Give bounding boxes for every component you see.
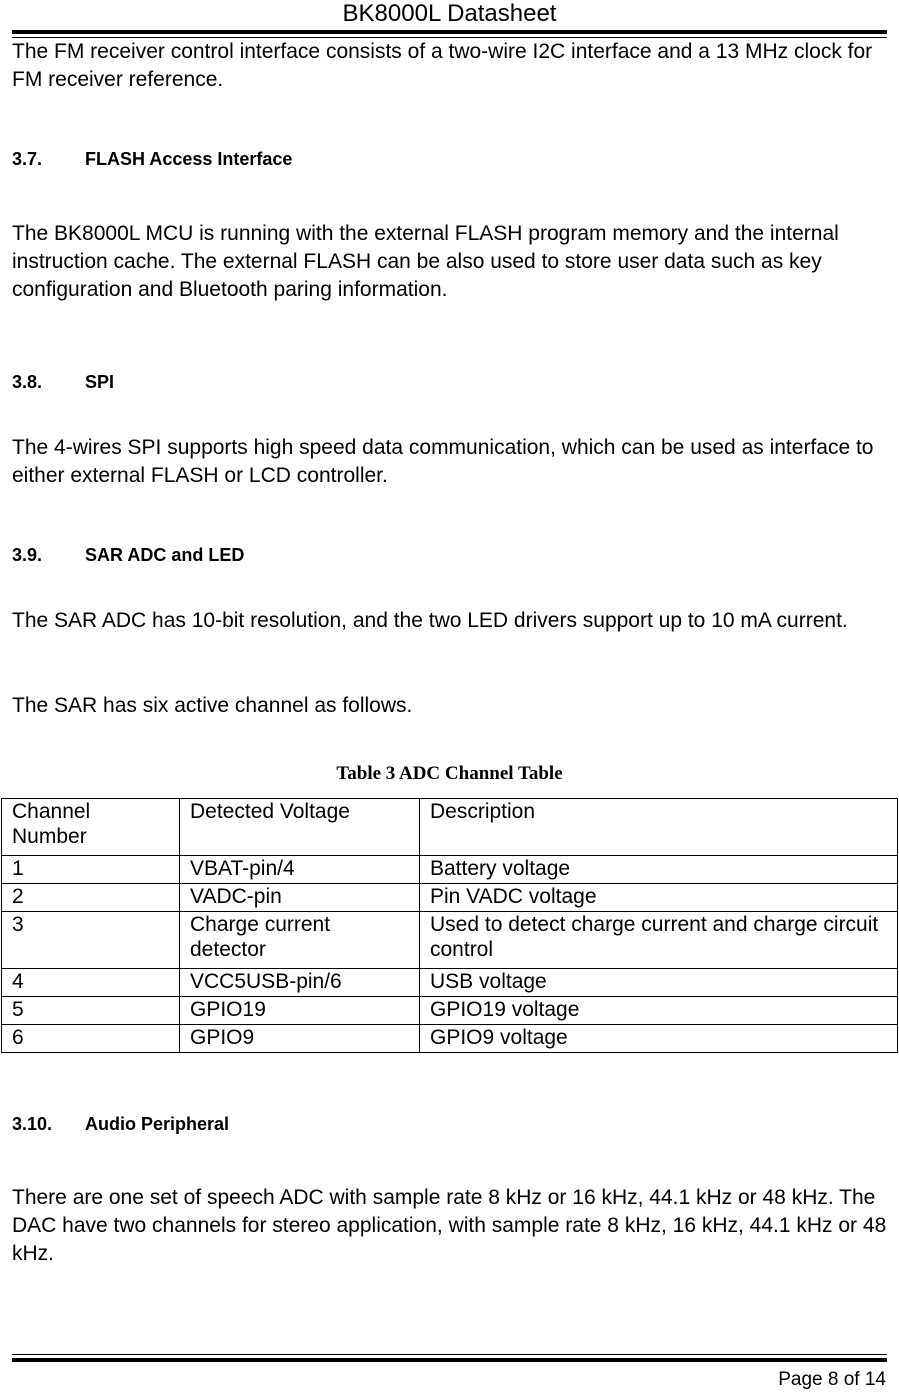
table-cell: GPIO9 voltage xyxy=(420,1025,898,1053)
section-number: 3.7. xyxy=(12,149,43,169)
table-row xyxy=(2,912,898,969)
section-heading-3-10 xyxy=(12,1113,229,1135)
table-row xyxy=(2,997,898,1025)
table-cell: VADC-pin xyxy=(180,884,420,912)
table-header-cell: Description xyxy=(420,799,898,856)
sar-paragraph: The SAR ADC has 10-bit resolution, and the two LED drivers support up to 10 mA current. xyxy=(12,609,848,632)
footer-rule-thin xyxy=(12,1354,887,1355)
spi-paragraph: The 4-wires SPI supports high speed data communication, which can be used as interface to either external FLASH or LCD controller. xyxy=(12,436,874,487)
table-cell: Battery voltage xyxy=(420,856,898,884)
table-cell: 4 xyxy=(2,969,180,997)
table-cell: GPIO19 xyxy=(180,997,420,1025)
table-cell: GPIO19 voltage xyxy=(420,997,898,1025)
table-cell: GPIO9 xyxy=(180,1025,420,1053)
section-number: 3.8. xyxy=(12,372,43,392)
section-number: 3.10. xyxy=(12,1114,53,1134)
table-caption: Table 3 ADC Channel Table xyxy=(336,763,563,784)
table-row xyxy=(2,969,898,997)
audio-paragraph: There are one set of speech ADC with sample rate 8 kHz or 16 kHz, 44.1 kHz or 48 kHz. The DAC have two channels for stereo application, with sample rate 8 kHz, 16 kHz, 44.1 kHz or 48 kHz. xyxy=(12,1186,887,1265)
section-heading-3-7 xyxy=(12,148,292,170)
table-cell: 3 xyxy=(2,912,180,969)
section-heading-3-8 xyxy=(12,371,114,393)
page-number: Page 8 of 14 xyxy=(778,1369,886,1390)
footer-rule-thick xyxy=(12,1358,887,1362)
table-cell: 2 xyxy=(2,884,180,912)
adc-channel-table xyxy=(1,798,898,1053)
document-header-title: BK8000L Datasheet xyxy=(342,0,557,27)
section-title: SPI xyxy=(85,372,115,392)
table-cell: 5 xyxy=(2,997,180,1025)
table-header-row xyxy=(2,799,898,856)
section-number: 3.9. xyxy=(12,545,43,565)
section-heading-3-9 xyxy=(12,544,244,566)
table-cell: VBAT-pin/4 xyxy=(180,856,420,884)
table-row xyxy=(2,856,898,884)
table-cell: Pin VADC voltage xyxy=(420,884,898,912)
table-cell: Used to detect charge current and charge circuit control xyxy=(420,912,898,969)
section-title: Audio Peripheral xyxy=(85,1114,230,1134)
section-title: SAR ADC and LED xyxy=(85,545,245,565)
table-cell: 6 xyxy=(2,1025,180,1053)
table-cell: USB voltage xyxy=(420,969,898,997)
table-cell: Charge current detector xyxy=(180,912,420,969)
header-rule-thick xyxy=(12,30,887,34)
table-header-cell: Channel Number xyxy=(2,799,180,856)
table-row xyxy=(2,1025,898,1053)
intro-paragraph: The FM receiver control interface consists of a two-wire I2C interface and a 13 MHz clock for FM receiver reference. xyxy=(12,40,873,91)
table-cell: 1 xyxy=(2,856,180,884)
table-cell: VCC5USB-pin/6 xyxy=(180,969,420,997)
table-row xyxy=(2,884,898,912)
section-title: FLASH Access Interface xyxy=(85,149,293,169)
table-header-cell: Detected Voltage xyxy=(180,799,420,856)
flash-paragraph: The BK8000L MCU is running with the external FLASH program memory and the internal instruction cache. The external FLASH can be also used to store user data such as key configuration and Bluetooth paring information. xyxy=(12,222,839,301)
sar-channels-paragraph: The SAR has six active channel as follows. xyxy=(12,694,413,717)
